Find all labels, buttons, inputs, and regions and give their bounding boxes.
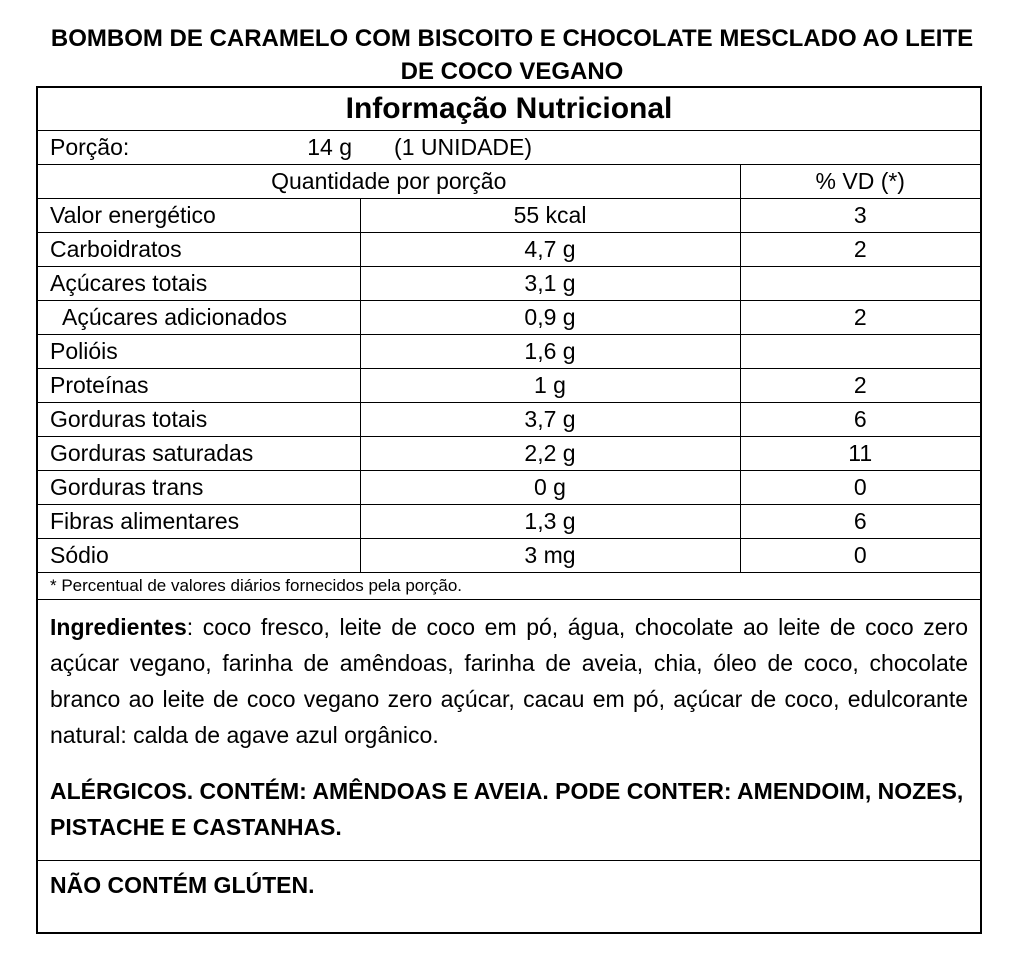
nutrient-amount: 55 kcal (360, 199, 740, 233)
nutrient-name: Açúcares adicionados (38, 301, 360, 335)
allergens-statement: ALÉRGICOS. CONTÉM: AMÊNDOAS E AVEIA. PODE CONTER: AMENDOIM, NOZES, PISTACHE E CASTANHAS. (50, 778, 964, 840)
nutrient-amount: 0,9 g (360, 301, 740, 335)
nutrient-amount: 2,2 g (360, 437, 740, 471)
col-dv-header: % VD (*) (740, 165, 980, 199)
nutrient-dv: 3 (740, 199, 980, 233)
nutrient-name: Gorduras totais (38, 403, 360, 437)
nutrient-dv (740, 335, 980, 369)
ingredients-label: Ingredientes (50, 614, 187, 640)
nutrient-dv: 2 (740, 301, 980, 335)
table-title-row (38, 88, 980, 131)
nutrient-amount: 1,3 g (360, 505, 740, 539)
nutrient-name: Polióis (38, 335, 360, 369)
portion-label: Porção: (50, 134, 130, 160)
portion-cell (38, 131, 980, 165)
nutrient-name: Proteínas (38, 369, 360, 403)
table-row (38, 369, 980, 403)
nutrient-name: Gorduras trans (38, 471, 360, 505)
nutrition-label (36, 86, 982, 934)
header-row (38, 165, 980, 199)
portion-size: 14 g (307, 134, 353, 160)
ingredients-list: : coco fresco, leite de coco em pó, água, chocolate ao leite de coco zero açúcar vegano, farinha de amêndoas, farinha de aveia, chia, óleo de coco, chocolate branco ao leite de coco vegano zero açúcar, cacau em pó, açúcar de coco, edulcorante natural: calda de agave azul orgânico. (50, 614, 968, 748)
portion-unit: (1 UNIDADE) (394, 134, 533, 160)
nutrient-name: Gorduras saturadas (38, 437, 360, 471)
nutrition-table (38, 88, 980, 600)
nutrient-amount: 3 mg (360, 539, 740, 573)
portion-row (38, 131, 980, 165)
nutrient-dv: 6 (740, 505, 980, 539)
ingredients-text (50, 609, 968, 753)
table-row (38, 505, 980, 539)
nutrient-dv: 6 (740, 403, 980, 437)
table-row (38, 199, 980, 233)
footnote: * Percentual de valores diários fornecidos pela porção. (38, 573, 980, 600)
table-row (38, 471, 980, 505)
nutrient-amount: 1 g (360, 369, 740, 403)
table-row (38, 267, 980, 301)
nutrient-dv: 0 (740, 539, 980, 573)
section-divider (38, 860, 980, 861)
table-row (38, 437, 980, 471)
table-row (38, 403, 980, 437)
nutrient-name: Açúcares totais (38, 267, 360, 301)
table-title: Informação Nutricional (38, 88, 980, 131)
table-row (38, 301, 980, 335)
product-title: BOMBOM DE CARAMELO COM BISCOITO E CHOCOLATE MESCLADO AO LEITE DE COCO VEGANO (50, 25, 974, 85)
nutrient-amount: 4,7 g (360, 233, 740, 267)
nutrient-name: Sódio (38, 539, 360, 573)
table-row (38, 233, 980, 267)
nutrient-name: Fibras alimentares (38, 505, 360, 539)
nutrient-dv: 0 (740, 471, 980, 505)
gluten-statement: NÃO CONTÉM GLÚTEN. (50, 872, 315, 898)
footnote-row (38, 573, 980, 600)
nutrient-name: Carboidratos (38, 233, 360, 267)
table-row (38, 335, 980, 369)
nutrient-dv: 11 (740, 437, 980, 471)
nutrient-amount: 3,7 g (360, 403, 740, 437)
nutrient-name: Valor energético (38, 199, 360, 233)
nutrient-amount: 0 g (360, 471, 740, 505)
col-quantity-header: Quantidade por porção (38, 165, 740, 199)
nutrient-dv: 2 (740, 233, 980, 267)
nutrient-dv (740, 267, 980, 301)
nutrient-dv: 2 (740, 369, 980, 403)
nutrient-amount: 1,6 g (360, 335, 740, 369)
nutrient-amount: 3,1 g (360, 267, 740, 301)
table-row (38, 539, 980, 573)
